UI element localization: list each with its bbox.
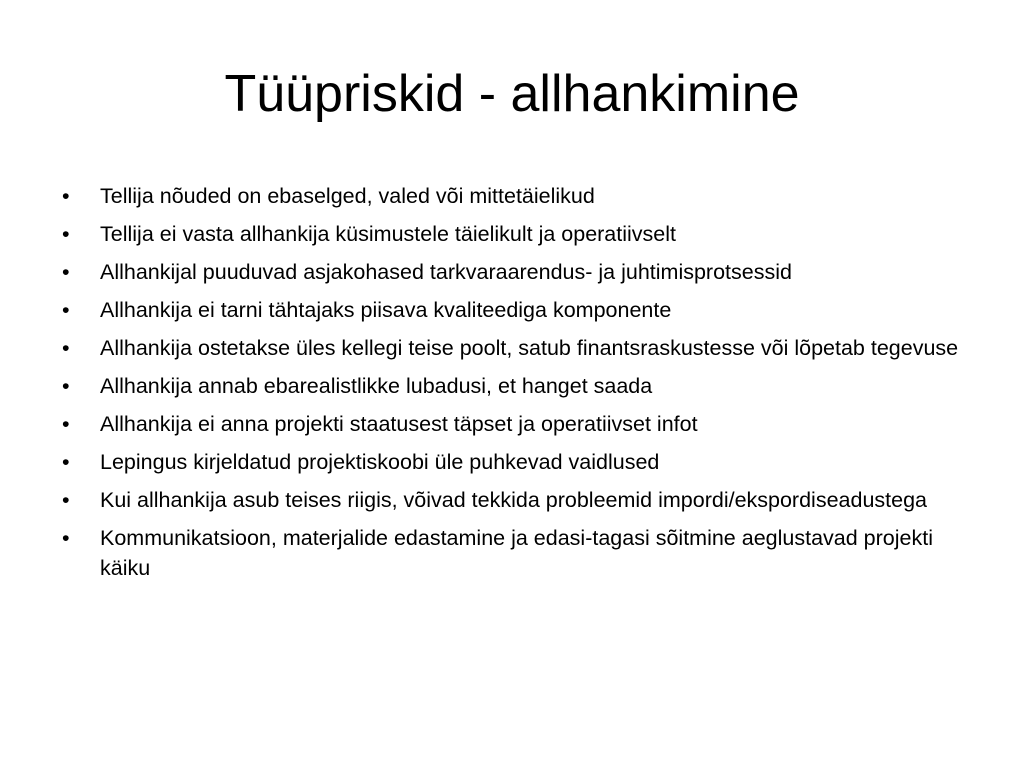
list-item [60, 181, 960, 211]
list-item [60, 409, 960, 439]
bullet-icon: • [62, 526, 70, 550]
list-item [60, 447, 960, 477]
bullet-text: Tellija ei vasta allhankija küsimustele täielikult ja operatiivselt [100, 222, 676, 246]
bullet-icon: • [62, 184, 70, 208]
bullet-text: Kommunikatsioon, materjalide edastamine ja edasi-tagasi sõitmine aeglustavad projekti käiku [100, 526, 933, 580]
list-item [60, 295, 960, 325]
bullet-text: Allhankija ostetakse üles kellegi teise poolt, satub finantsraskustesse või lõpetab tegevuse [100, 336, 959, 360]
list-item [60, 257, 960, 287]
list-item [60, 219, 960, 249]
bullet-icon: • [62, 450, 70, 474]
list-item [60, 523, 960, 583]
bullet-icon: • [62, 222, 70, 246]
bullet-icon: • [62, 260, 70, 284]
bullet-icon: • [62, 336, 70, 360]
list-item [60, 333, 960, 363]
slide-title: Tüüpriskid - allhankimine [224, 65, 800, 123]
bullet-text: Lepingus kirjeldatud projektiskoobi üle puhkevad vaidlused [100, 450, 660, 474]
bullet-text: Kui allhankija asub teises riigis, võivad tekkida probleemid impordi/ekspordiseadustega [100, 488, 928, 512]
bullet-list [60, 181, 960, 591]
bullet-text: Allhankija ei tarni tähtajaks piisava kvaliteediga komponente [100, 298, 672, 322]
bullet-text: Tellija nõuded on ebaselged, valed või mittetäielikud [100, 184, 595, 208]
bullet-icon: • [62, 412, 70, 436]
bullet-text: Allhankija ei anna projekti staatusest täpset ja operatiivset infot [100, 412, 698, 436]
list-item [60, 485, 960, 515]
bullet-text: Allhankijal puuduvad asjakohased tarkvaraarendus- ja juhtimisprotsessid [100, 260, 792, 284]
bullet-icon: • [62, 374, 70, 398]
bullet-icon: • [62, 298, 70, 322]
bullet-text: Allhankija annab ebarealistlikke lubadusi, et hanget saada [100, 374, 653, 398]
list-item [60, 371, 960, 401]
bullet-icon: • [62, 488, 70, 512]
